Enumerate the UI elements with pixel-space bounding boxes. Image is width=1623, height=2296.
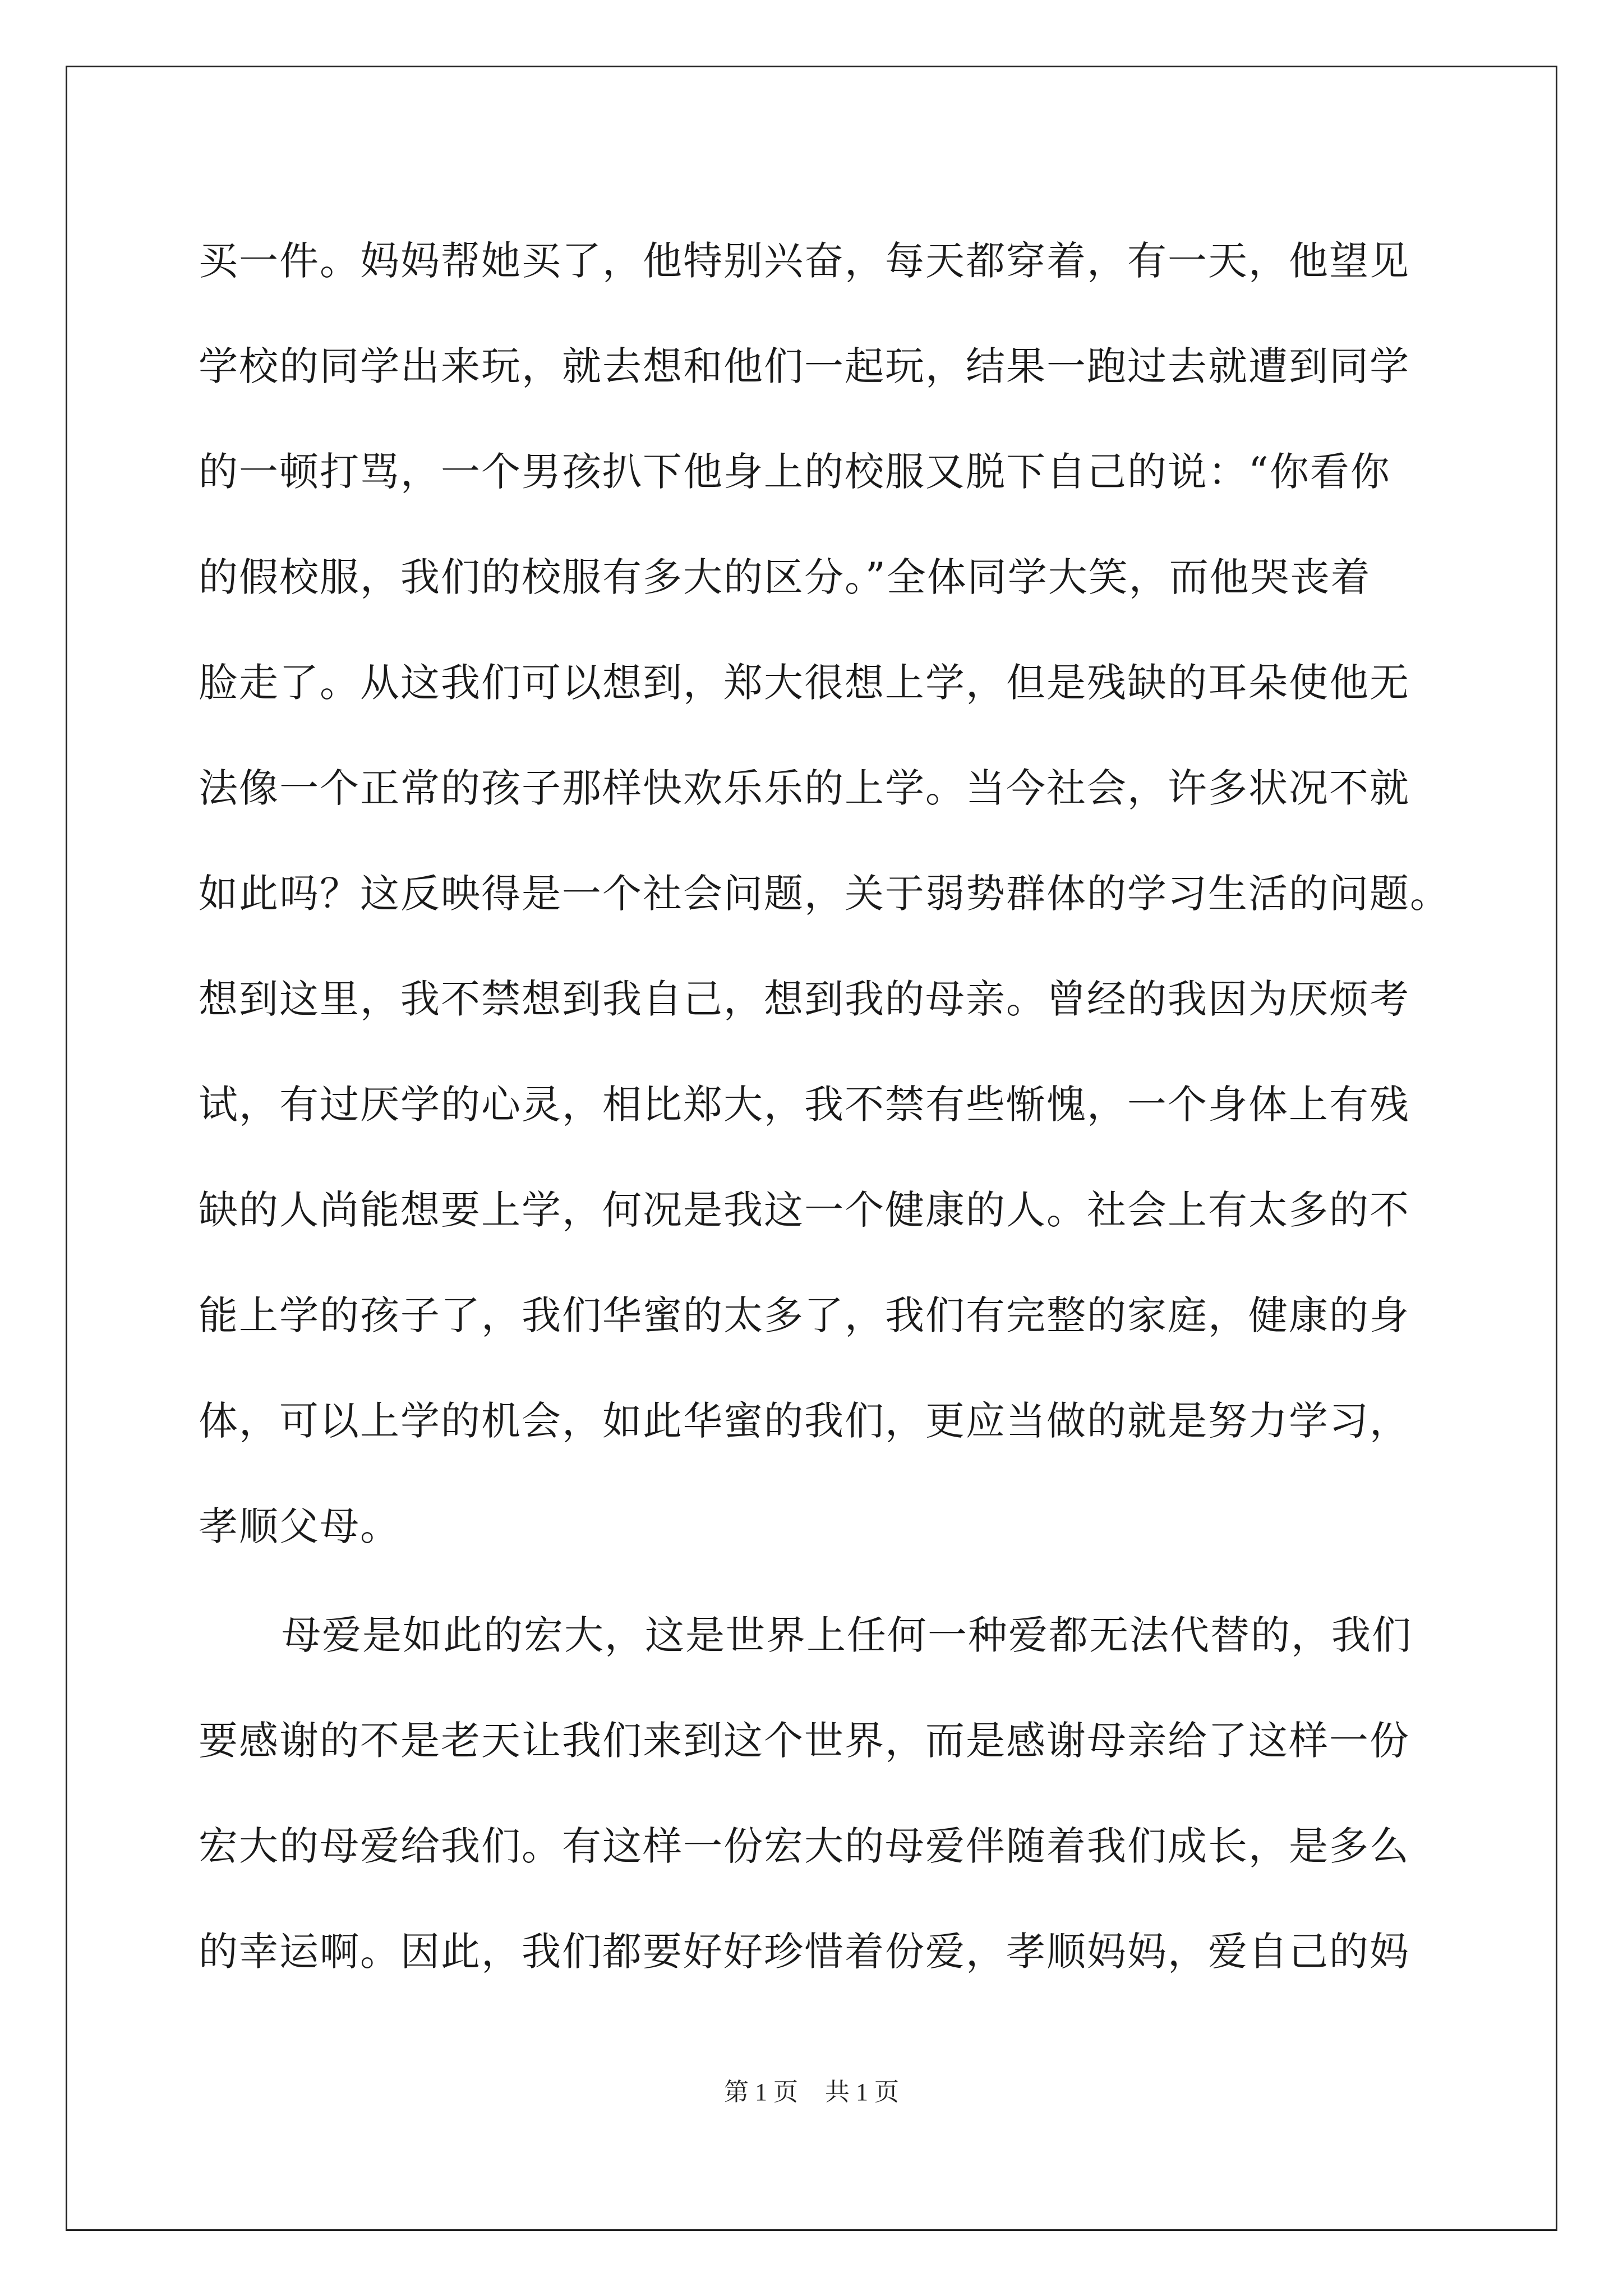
page-footer: [0, 2076, 1623, 2109]
text-line: 法像一个正常的孩子那样快欢乐乐的上学。当今社会，许多状况不就: [199, 765, 1410, 811]
text-line: 学校的同学出来玩，就去想和他们一起玩，结果一跑过去就遭到同学: [199, 343, 1410, 389]
text-line: 买一件。妈妈帮她买了，他特别兴奋，每天都穿着，有一天，他望见: [199, 238, 1410, 284]
text-line: 试，有过厌学的心灵，相比郑大，我不禁有些惭愧，一个身体上有残: [199, 1082, 1410, 1128]
text-line: 的幸运啊。因此，我们都要好好珍惜着份爱，孝顺妈妈，爱自己的妈: [199, 1929, 1410, 1975]
page-total: 共 1 页: [825, 2078, 899, 2106]
text-line: 如此吗？这反映得是一个社会问题，关于弱势群体的学习生活的问题。: [199, 871, 1450, 917]
body-text: [199, 219, 1450, 2015]
page-number: 第 1 页: [724, 2078, 798, 2106]
text-line: 孝顺父母。: [199, 1503, 400, 1549]
text-line: 要感谢的不是老天让我们来到这个世界，而是感谢母亲给了这样一份: [199, 1718, 1410, 1764]
text-line: 脸走了。从这我们可以想到，郑大很想上学，但是残缺的耳朵使他无: [199, 660, 1410, 706]
text-line: 的假校服，我们的校服有多大的区分。”全体同学大笑，而他哭丧着: [199, 554, 1371, 600]
text-line: 体，可以上学的机会，如此华蜜的我们，更应当做的就是努力学习，: [199, 1398, 1410, 1444]
text-line: 想到这里，我不禁想到我自己，想到我的母亲。曾经的我因为厌烦考: [199, 976, 1410, 1022]
text-line: 缺的人尚能想要上学，何况是我这一个健康的人。社会上有太多的不: [199, 1187, 1410, 1233]
paragraph-first-line: 母爱是如此的宏大，这是世界上任何一种爱都无法代替的，我们: [282, 1612, 1412, 1658]
text-line: 的一顿打骂，一个男孩扒下他身上的校服又脱下自己的说：“你看你: [199, 449, 1391, 495]
text-line: 能上学的孩子了，我们华蜜的太多了，我们有完整的家庭，健康的身: [199, 1292, 1410, 1338]
text-line: 宏大的母爱给我们。有这样一份宏大的母爱伴随着我们成长，是多么: [199, 1823, 1410, 1869]
